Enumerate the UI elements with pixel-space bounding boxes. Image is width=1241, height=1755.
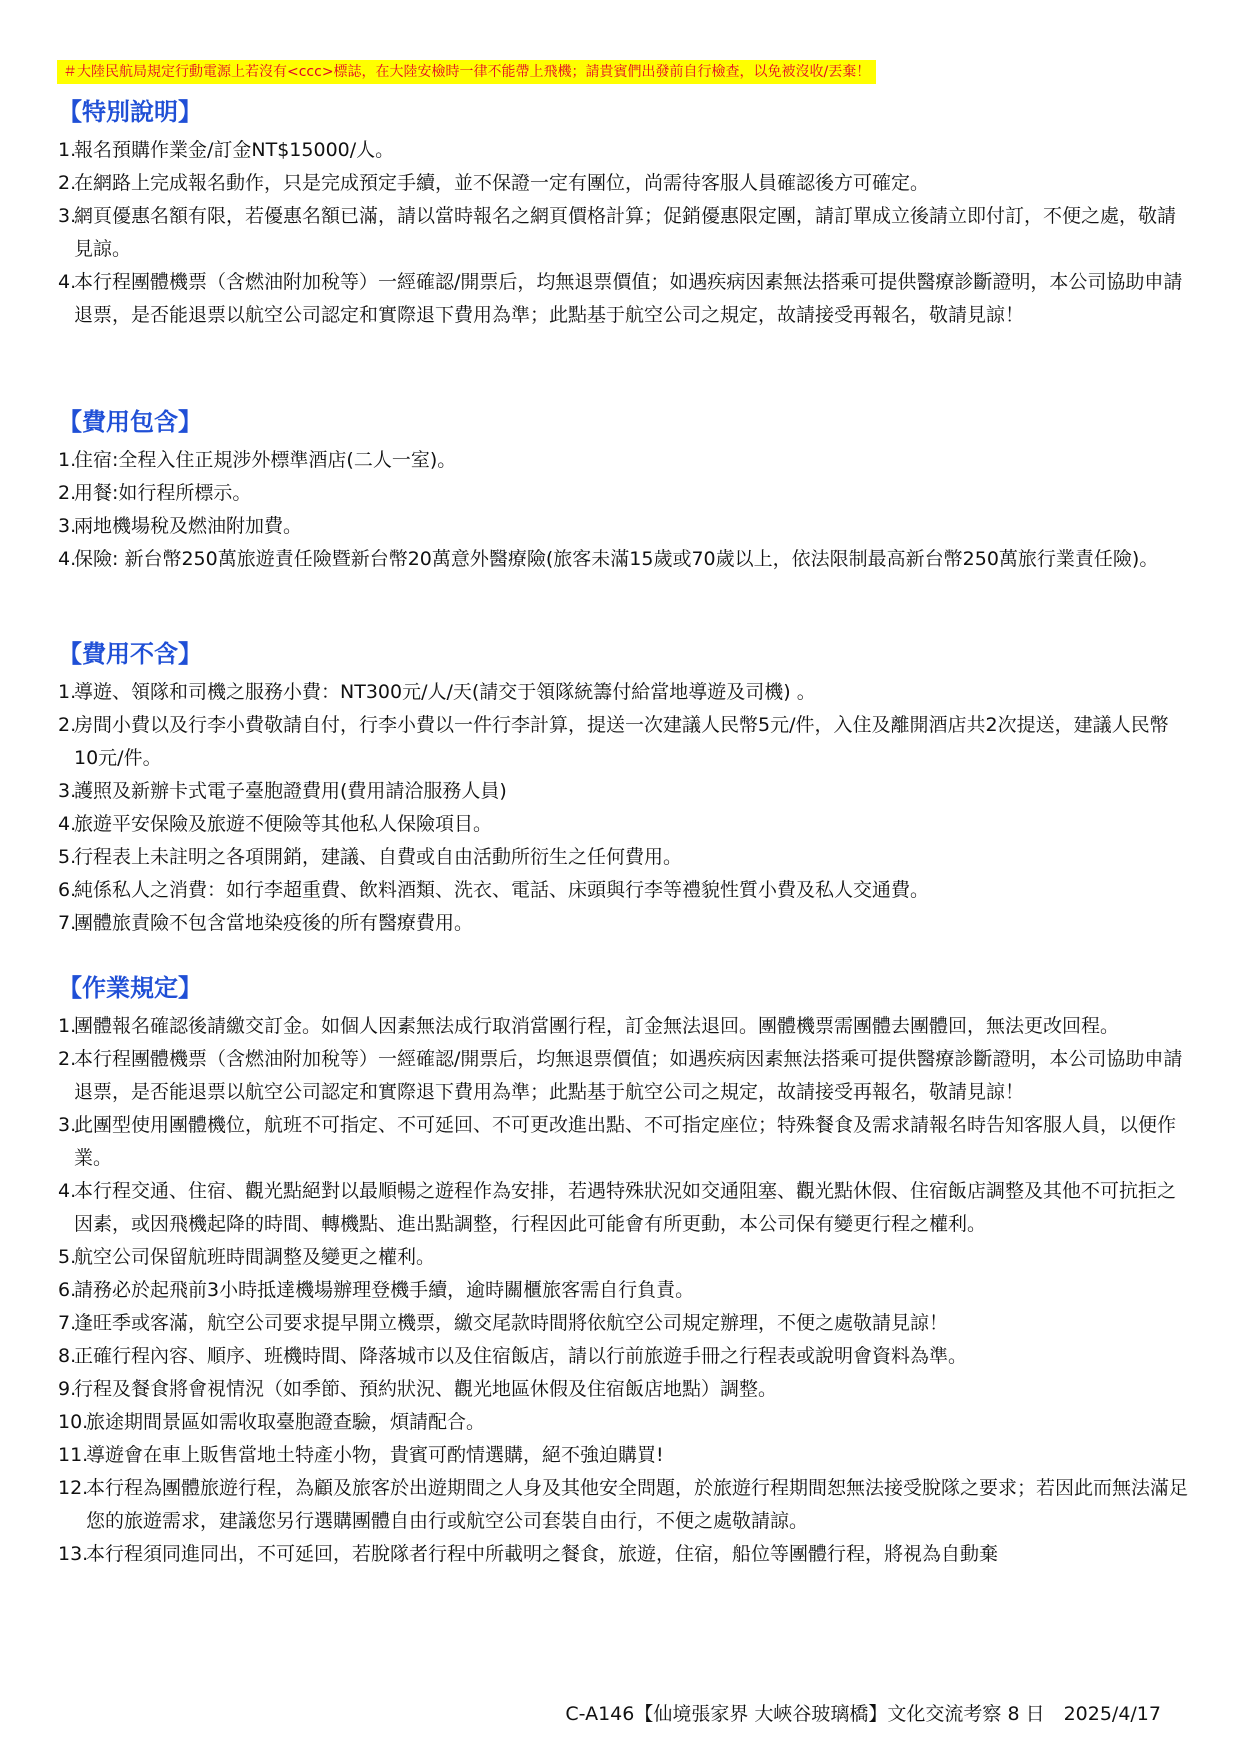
item-text: 本行程團體機票（含燃油附加稅等）一經確認/開票后，均無退票價值；如遇疾病因素無法搭乘可提供醫療診斷證明，本公司協助申請退票，是否能退票以航空公司認定和實際退下費用為準；此點基于航空公司之規定，故請接受再報名，敬請見諒！ [74, 1048, 1183, 1103]
section-title: 【費用包含】 [58, 408, 202, 436]
section-title: 【特別說明】 [58, 98, 202, 126]
list-item: 1. 住宿:全程入住正規涉外標準酒店(二人一室)。 [58, 449, 457, 471]
list-item: 1. 報名預購作業金/訂金NT$15000/人。 [58, 139, 395, 161]
list-item: 3. 此團型使用團體機位，航班不可指定、不可延回、不可更改進出點、不可指定座位；特殊餐食及需求請報名時告知客服人員，以便作業。 [58, 1114, 1177, 1169]
list-item: 3. 護照及新辦卡式電子臺胞證費用(費用請洽服務人員) [58, 780, 507, 802]
item-text: 報名預購作業金/訂金NT$15000/人。 [74, 139, 395, 161]
page-footer: C-A146【仙境張家界 大峽谷玻璃橋】文化交流考察 8 日 2025/4/17 [565, 1703, 1161, 1725]
list-item: 2. 用餐:如行程所標示。 [58, 482, 252, 504]
list-item: 10. 旅途期間景區如需收取臺胞證查驗，煩請配合。 [58, 1406, 1188, 1439]
list-item: 13. 本行程須同進同出，不可延回，若脫隊者行程中所載明之餐食，旅遊，住宿，船位等團體行程，將視為自動棄 [58, 1538, 1188, 1571]
item-text: 本行程團體機票（含燃油附加稅等）一經確認/開票后，均無退票價值；如遇疾病因素無法搭乘可提供醫療診斷證明，本公司協助申請退票，是否能退票以航空公司認定和實際退下費用為準；此點基于航空公司之規定，故請接受再報名，敬請見諒！ [74, 271, 1183, 326]
item-text: 行程及餐食將會視情況（如季節、預約狀況、觀光地區休假及住宿飯店地點）調整。 [74, 1378, 778, 1400]
list-item: 5. 行程表上未註明之各項開銷，建議、自費或自由活動所衍生之任何費用。 [58, 846, 683, 868]
list-item: 5. 航空公司保留航班時間調整及變更之權利。 [58, 1246, 436, 1268]
item-list [58, 134, 1188, 332]
list-item: 3. 兩地機場稅及燃油附加費。 [58, 515, 303, 537]
list-item: 3. 網頁優惠名額有限，若優惠名額已滿，請以當時報名之網頁價格計算；促銷優惠限定團，請訂單成立後請立即付訂，不便之處，敬請見諒。 [58, 205, 1177, 260]
item-text: 本行程須同進同出，不可延回，若脫隊者行程中所載明之餐食，旅遊，住宿，船位等團體行程，將視為自動棄 [86, 1543, 999, 1565]
list-item: 2. 房間小費以及行李小費敬請自付，行李小費以一件行李計算，提送一次建議人民幣5元/件，入住及離開酒店共2次提送，建議人民幣10元/件。 [58, 714, 1169, 769]
item-text: 本行程為團體旅遊行程，為顧及旅客於出遊期間之人身及其他安全問題，於旅遊行程期間恕無法接受脫隊之要求；若因此而無法滿足您的旅遊需求，建議您另行選購團體自由行或航空公司套裝自由行，不便之處敬請諒。 [86, 1477, 1189, 1532]
list-item: 7. 團體旅責險不包含當地染疫後的所有醫療費用。 [58, 912, 474, 934]
list-item: 9. 行程及餐食將會視情況（如季節、預約狀況、觀光地區休假及住宿飯店地點）調整。 [58, 1378, 778, 1400]
item-text: 在網路上完成報名動作，只是完成預定手續，並不保證一定有團位，尚需待客服人員確認後方可確定。 [74, 172, 930, 194]
item-text: 網頁優惠名額有限，若優惠名額已滿，請以當時報名之網頁價格計算；促銷優惠限定團，請訂單成立後請立即付訂，不便之處，敬請見諒。 [74, 205, 1177, 260]
list-item: 12. 本行程為團體旅遊行程，為顧及旅客於出遊期間之人身及其他安全問題，於旅遊行程期間恕無法接受脫隊之要求；若因此而無法滿足您的旅遊需求，建議您另行選購團體自由行或航空公司套裝自由行，不便之處敬請諒。 [58, 1472, 1188, 1538]
section-fee-excluded [58, 634, 1188, 940]
item-text: 本行程交通、住宿、觀光點絕對以最順暢之遊程作為安排，若遇特殊狀況如交通阻塞、觀光點休假、住宿飯店調整及其他不可抗拒之因素，或因飛機起降的時間、轉機點、進出點調整，行程因此可能會有所更動，本公司保有變更行程之權利。 [74, 1180, 1177, 1235]
item-text: 航空公司保留航班時間調整及變更之權利。 [74, 1246, 436, 1268]
section-operating-rules [58, 968, 1188, 1571]
item-text: 此團型使用團體機位，航班不可指定、不可延回、不可更改進出點、不可指定座位；特殊餐食及需求請報名時告知客服人員，以便作業。 [74, 1114, 1177, 1169]
list-item: 4. 保險: 新台幣250萬旅遊責任險暨新台幣20萬意外醫療險(旅客未滿15歲或70歲以上，依法限制最高新台幣250萬旅行業責任險)。 [58, 548, 1159, 570]
item-text: 旅途期間景區如需收取臺胞證查驗，煩請配合。 [86, 1411, 486, 1433]
item-list [58, 444, 1188, 576]
item-text: 逢旺季或客滿，航空公司要求提早開立機票，繳交尾款時間將依航空公司規定辦理，不便之處敬請見諒！ [74, 1312, 949, 1334]
list-item: 6. 純係私人之消費：如行李超重費、飲料酒類、洗衣、電話、床頭與行李等禮貌性質小費及私人交通費。 [58, 879, 930, 901]
item-text: 團體報名確認後請繳交訂金。如個人因素無法成行取消當團行程，訂金無法退回。團體機票需團體去團體回，無法更改回程。 [74, 1015, 1120, 1037]
item-list [58, 676, 1188, 940]
list-item: 4. 旅遊平安保險及旅遊不便險等其他私人保險項目。 [58, 813, 493, 835]
list-item: 7. 逢旺季或客滿，航空公司要求提早開立機票，繳交尾款時間將依航空公司規定辦理，不便之處敬請見諒！ [58, 1312, 949, 1334]
item-text: 護照及新辦卡式電子臺胞證費用(費用請洽服務人員) [74, 780, 507, 802]
item-list [58, 1010, 1188, 1571]
section-fee-included [58, 402, 1188, 576]
item-text: 團體旅責險不包含當地染疫後的所有醫療費用。 [74, 912, 474, 934]
list-item: 6. 請務必於起飛前3小時抵達機場辦理登機手續，逾時關櫃旅客需自行負責。 [58, 1279, 695, 1301]
item-text: 兩地機場稅及燃油附加費。 [74, 515, 303, 537]
list-item: 11. 導遊會在車上販售當地土特產小物，貴賓可酌情選購，絕不強迫購買! [58, 1439, 1188, 1472]
section-special-notes [58, 92, 1188, 332]
list-item: 1. 導遊、領隊和司機之服務小費：NT300元/人/天(請交于領隊統籌付給當地導遊及司機) 。 [58, 681, 816, 703]
list-item: 4. 本行程團體機票（含燃油附加稅等）一經確認/開票后，均無退票價值；如遇疾病因素無法搭乘可提供醫療診斷證明，本公司協助申請退票，是否能退票以航空公司認定和實際退下費用為準；此點基于航空公司之規定，故請接受再報名，敬請見諒！ [58, 271, 1183, 326]
list-item: 1. 團體報名確認後請繳交訂金。如個人因素無法成行取消當團行程，訂金無法退回。團體機票需團體去團體回，無法更改回程。 [58, 1015, 1120, 1037]
item-text: 行程表上未註明之各項開銷，建議、自費或自由活動所衍生之任何費用。 [74, 846, 683, 868]
item-text: 導遊、領隊和司機之服務小費：NT300元/人/天(請交于領隊統籌付給當地導遊及司機) 。 [74, 681, 816, 703]
item-text: 正確行程內容、順序、班機時間、降落城市以及住宿飯店，請以行前旅遊手冊之行程表或說明會資料為準。 [74, 1345, 968, 1367]
item-text: 請務必於起飛前3小時抵達機場辦理登機手續，逾時關櫃旅客需自行負責。 [74, 1279, 695, 1301]
section-title: 【費用不含】 [58, 640, 202, 668]
section-title: 【作業規定】 [58, 974, 202, 1002]
list-item: 8. 正確行程內容、順序、班機時間、降落城市以及住宿飯店，請以行前旅遊手冊之行程表或說明會資料為準。 [58, 1345, 968, 1367]
item-text: 保險: 新台幣250萬旅遊責任險暨新台幣20萬意外醫療險(旅客未滿15歲或70歲以上，依法限制最高新台幣250萬旅行業責任險)。 [74, 548, 1159, 570]
item-text: 純係私人之消費：如行李超重費、飲料酒類、洗衣、電話、床頭與行李等禮貌性質小費及私人交通費。 [74, 879, 930, 901]
item-text: 導遊會在車上販售當地土特產小物，貴賓可酌情選購，絕不強迫購買! [86, 1444, 664, 1466]
list-item: 4. 本行程交通、住宿、觀光點絕對以最順暢之遊程作為安排，若遇特殊狀況如交通阻塞、觀光點休假、住宿飯店調整及其他不可抗拒之因素，或因飛機起降的時間、轉機點、進出點調整，行程因此可能會有所更動，本公司保有變更行程之權利。 [58, 1180, 1177, 1235]
item-text: 住宿:全程入住正規涉外標準酒店(二人一室)。 [74, 449, 457, 471]
item-text: 旅遊平安保險及旅遊不便險等其他私人保險項目。 [74, 813, 493, 835]
list-item: 2. 本行程團體機票（含燃油附加稅等）一經確認/開票后，均無退票價值；如遇疾病因素無法搭乘可提供醫療診斷證明，本公司協助申請退票，是否能退票以航空公司認定和實際退下費用為準；此點基于航空公司之規定，故請接受再報名，敬請見諒！ [58, 1048, 1183, 1103]
item-text: 房間小費以及行李小費敬請自付，行李小費以一件行李計算，提送一次建議人民幣5元/件，入住及離開酒店共2次提送，建議人民幣10元/件。 [74, 714, 1169, 769]
item-text: 用餐:如行程所標示。 [74, 482, 252, 504]
list-item: 2. 在網路上完成報名動作，只是完成預定手續，並不保證一定有團位，尚需待客服人員確認後方可確定。 [58, 172, 930, 194]
power-bank-notice: ＃大陸民航局規定行動電源上若沒有<ccc>標誌，在大陸安檢時一律不能帶上飛機；請貴賓們出發前自行檢查，以免被沒收/丟棄！ [57, 60, 876, 84]
